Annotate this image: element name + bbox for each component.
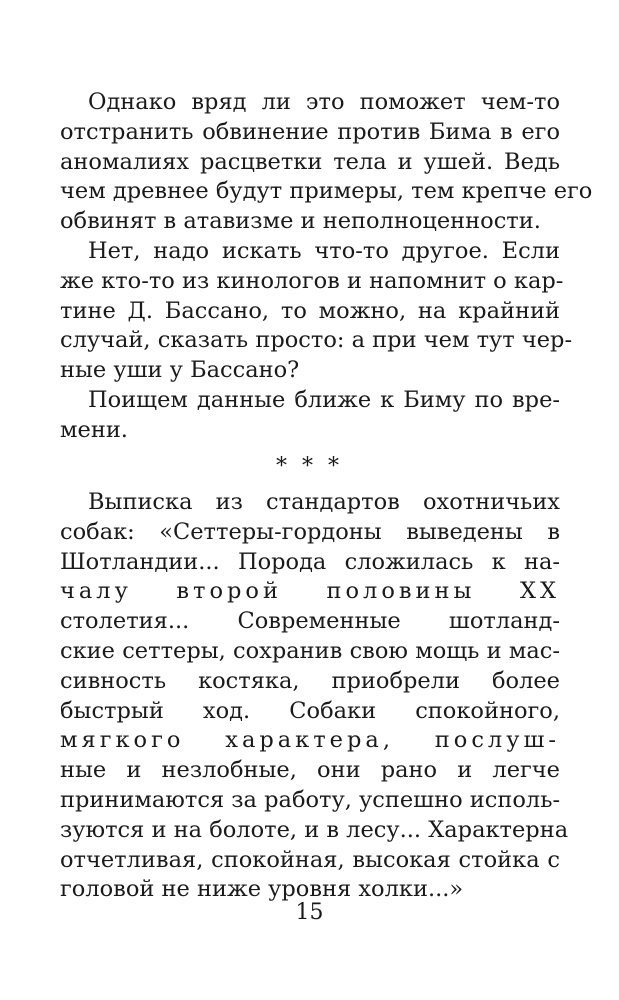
text-line: чем древнее будут примеры, тем крепче его — [60, 178, 593, 205]
text-line: случай, сказать просто: а при чем тут чер- — [60, 327, 573, 354]
section-separator: * * * — [276, 454, 343, 479]
text-line: же кто-то из кинологов и напомнит о кар- — [60, 267, 564, 294]
text-line: мени. — [60, 416, 128, 443]
text-line: чалу второй половины XX — [60, 578, 560, 605]
text-line: быстрый ход. Собаки спокойного, — [60, 697, 560, 724]
text-line: Поищем данные ближе к Биму по вре- — [88, 386, 560, 413]
text-line: ные и незлобные, они рано и легче — [60, 757, 560, 784]
text-line: отстранить обвинение против Бима в его — [60, 118, 560, 145]
text-line: Нет, надо искать что-то другое. Если — [88, 237, 560, 264]
text-line: обвинят в атавизме и неполноценности. — [60, 208, 541, 235]
text-line: Однако вряд ли это поможет чем-то — [88, 89, 560, 115]
text-line: собак: «Сеттеры-гордоны выведены в — [60, 518, 560, 545]
text-line: столетия... Современные шотланд- — [60, 608, 560, 635]
page-number: 15 — [295, 900, 324, 925]
text-line: ские сеттеры, сохранив свою мощь и мас- — [60, 637, 560, 664]
text-line: отчетливая, спокойная, высокая стойка с — [60, 846, 560, 873]
text-line: принимаются за работу, успешно исполь- — [60, 786, 561, 813]
text-line: Шотландии... Порода сложилась к на- — [60, 548, 560, 575]
text-line: тине Д. Бассано, то можно, на крайний — [60, 297, 560, 324]
text-line: Выписка из стандартов охотничьих — [88, 489, 560, 515]
top-text-block — [60, 88, 593, 446]
bottom-text-block — [60, 488, 569, 905]
text-line: ные уши у Бассано? — [60, 357, 300, 384]
text-line: аномалиях расцветки тела и ушей. Ведь — [60, 148, 560, 175]
text-line: зуются и на болоте, и в лесу... Характерна — [60, 816, 569, 843]
text-line: сивность костяка, приобрели более — [60, 667, 560, 694]
text-line: мягкого характера, послуш- — [60, 727, 560, 754]
text-line: головой не ниже уровня холки...» — [60, 876, 464, 903]
